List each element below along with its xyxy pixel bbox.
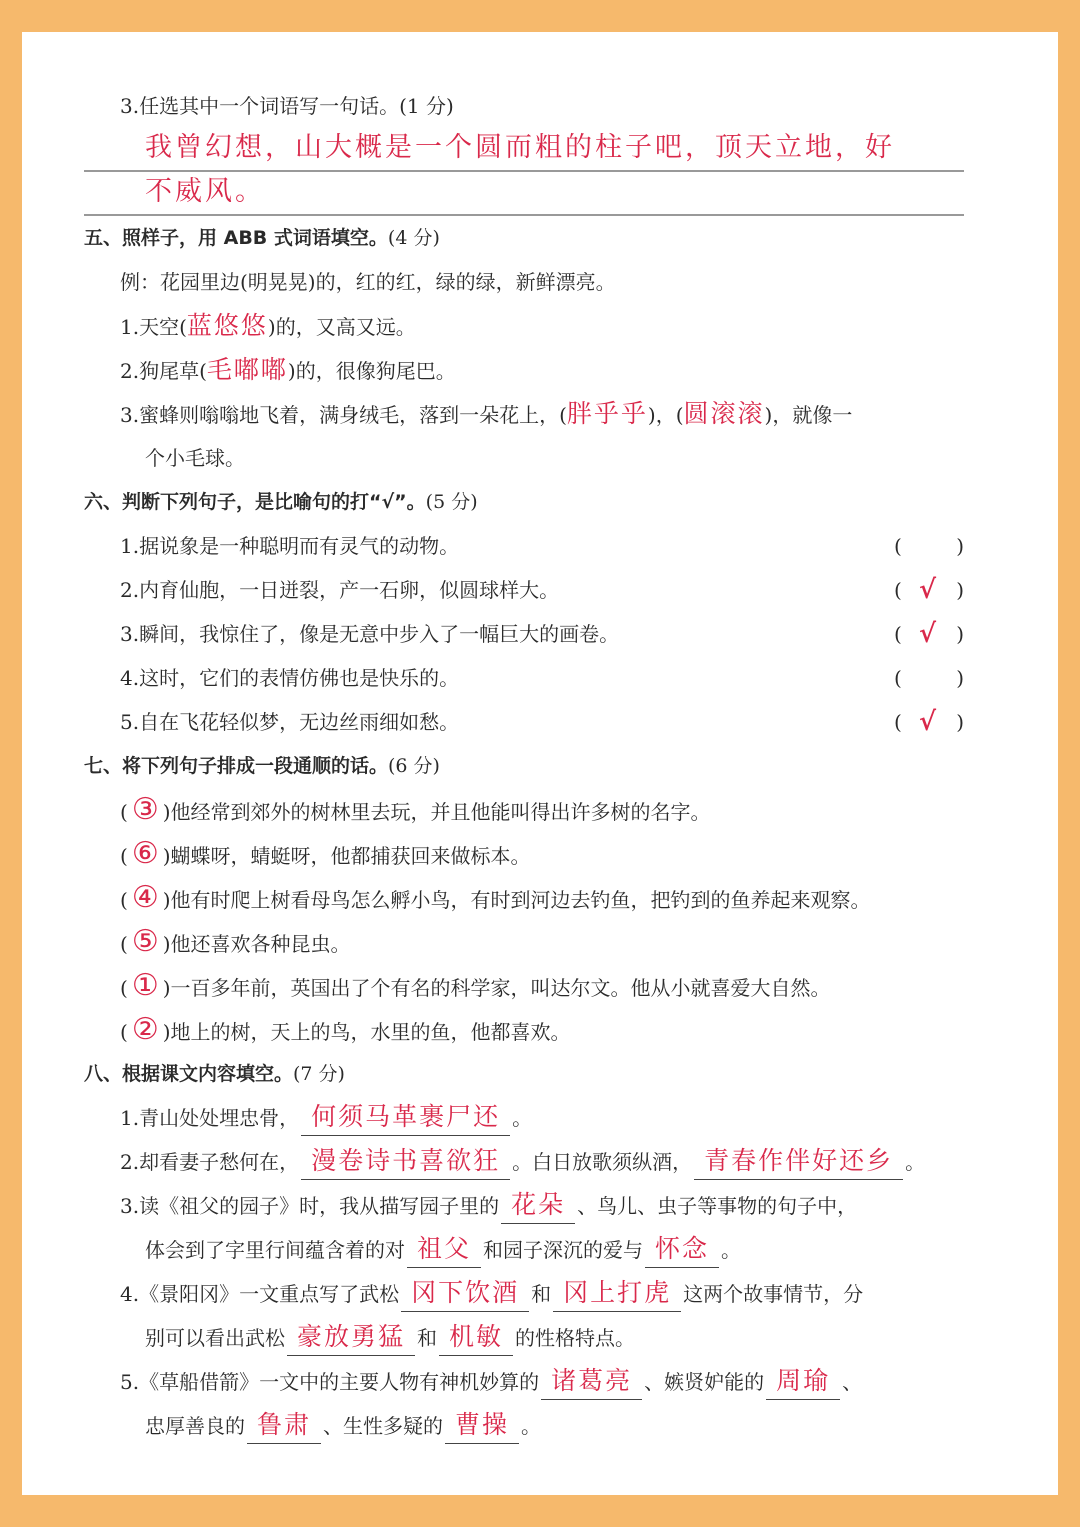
order-text: 地上的树，天上的鸟，水里的鱼，他都喜欢。 [170,1020,571,1044]
judge-item [84,524,984,568]
handwritten-answer: 怀念 [655,1234,710,1263]
order-text: 他有时爬上树看母鸟怎么孵小鸟，有时到河边去钓鱼，把钓到的鱼养起来观察。 [170,888,871,912]
question-text: 的性格特点。 [515,1326,636,1350]
order-text: 他经常到郊外的树林里去玩，并且他能叫得出许多树的名字。 [170,800,711,824]
order-number: ⑤ [131,924,159,959]
fill-blank [301,1144,510,1180]
question-text: 。 [512,1106,533,1130]
section-points: (6 分) [388,755,440,777]
question-text: 和园子深沉的爱与 [483,1238,644,1262]
paren-left: ( [120,932,128,956]
question-text: 和 [417,1326,438,1350]
question-text: 。 [521,1414,542,1438]
question-text: )的，又高又远。 [267,315,416,339]
fill-blank [301,1100,510,1136]
fill-blank [766,1364,840,1400]
question-text: 3.读《祖父的园子》时，我从描写园子里的 [120,1194,500,1218]
handwritten-answer: 冈下饮酒 [411,1278,520,1307]
judge-text: 5.自在飞花轻似梦，无边丝雨细如愁。 [120,710,460,734]
paren-left: ( [894,622,902,646]
order-text: 一百多年前，英国出了个有名的科学家，叫达尔文。他从小就喜爱大自然。 [170,976,831,1000]
question-text: 5.《草船借箭》一文中的主要人物有神机妙算的 [120,1370,540,1394]
handwritten-answer: 不威风。 [145,176,265,207]
question-line [84,260,984,304]
judge-text: 1.据说象是一种聪明而有灵气的动物。 [120,534,460,558]
section-points: (4 分) [387,227,440,249]
question-line [84,1316,984,1360]
question-text: 3.蜜蜂则嗡嗡地飞着，满身绒毛，落到一朵花上，( [120,403,567,427]
question-text: 、鸟儿、虫子等事物的句子中， [577,1194,858,1218]
question-line [84,1360,984,1404]
fill-blank [553,1276,681,1312]
judge-text: 4.这时，它们的表情仿佛也是快乐的。 [120,666,460,690]
section-title: 六、判断下列句子，是比喻句的打“√”。 [84,491,426,513]
paren-left: ( [894,710,902,734]
paren-right: ) [956,578,964,602]
question-text: )，( [647,403,684,427]
worksheet-page [22,32,1058,1495]
judge-item [84,612,984,656]
paren-left: ( [894,578,902,602]
order-item [84,876,984,920]
question-line [84,1184,984,1228]
question-text: 、生性多疑的 [323,1414,444,1438]
question-line [84,84,984,128]
judge-item [84,656,984,700]
question-text: 2.狗尾草( [120,359,207,383]
handwritten-answer: 机敏 [449,1322,504,1351]
worksheet-content [84,84,984,1448]
order-text: 他还喜欢各种昆虫。 [170,932,351,956]
judge-item [84,700,984,744]
paren-left: ( [120,1020,128,1044]
question-text: 2.却看妻子愁何在， [120,1150,300,1174]
paren-left: ( [894,666,902,690]
question-text: 例：花园里边(明晃晃)的，红的红，绿的绿，新鲜漂亮。 [120,270,616,294]
paren-left: ( [120,844,128,868]
fill-blank [401,1276,529,1312]
handwritten-answer: 花朵 [511,1190,566,1219]
paren-right: ) [162,1020,171,1044]
order-number: ⑥ [131,836,159,871]
paren-right: ) [162,932,171,956]
question-text: )，就像一 [764,403,853,427]
paren-left: ( [120,888,128,912]
section-title: 五、照样子，用 ABB 式词语填空。 [84,227,388,249]
handwritten-answer: 何须马革裹尸还 [311,1102,501,1131]
order-item [84,964,984,1008]
question-text: 3.任选其中一个词语写一句话。(1 分) [120,94,454,118]
handwritten-answer: 圆滚滚 [683,399,765,428]
section-heading [84,216,984,260]
question-line [84,1228,984,1272]
check-mark: √ [919,619,937,649]
question-text: 忠厚善良的 [145,1414,245,1438]
fill-blank [247,1408,321,1444]
handwritten-answer: 曹操 [455,1410,510,1439]
judge-text: 2.内育仙胞，一日迸裂，产一石卵，似圆球样大。 [120,578,560,602]
paren-right: ) [956,710,964,734]
question-text: )的，很像狗尾巴。 [287,359,456,383]
question-line [84,1272,984,1316]
paren-right: ) [162,844,171,868]
section-points: (5 分) [425,491,478,513]
question-text: 。 [905,1150,926,1174]
paren-left: ( [120,976,128,1000]
paren-left: ( [894,534,902,558]
order-number: ① [131,968,159,1003]
section-points: (7 分) [293,1063,345,1085]
question-text: 。 [721,1238,742,1262]
order-item [84,832,984,876]
question-text: 个小毛球。 [145,446,245,470]
paren-left: ( [120,800,128,824]
fill-blank [694,1144,903,1180]
question-text: 和 [531,1282,552,1306]
fill-blank [501,1188,575,1224]
order-item [84,1008,984,1052]
handwritten-answer: 鲁肃 [257,1410,312,1439]
question-line [84,348,984,392]
judge-item [84,568,984,612]
question-line [84,436,984,480]
order-number: ③ [131,792,159,827]
question-line [84,1404,984,1448]
fill-blank [287,1320,415,1356]
handwritten-answer: 周瑜 [776,1366,831,1395]
question-line [84,304,984,348]
order-item [84,920,984,964]
judge-text: 3.瞬间，我惊住了，像是无意中步入了一幅巨大的画卷。 [120,622,620,646]
question-text: 别可以看出武松 [145,1326,285,1350]
question-text: 1.天空( [120,315,187,339]
question-text: 4.《景阳冈》一文重点写了武松 [120,1282,400,1306]
paren-right: ) [956,534,964,558]
section-heading [84,744,984,788]
handwritten-answer: 祖父 [417,1234,472,1263]
check-mark: √ [919,575,937,605]
question-text: 这两个故事情节，分 [683,1282,864,1306]
paren-right: ) [162,800,171,824]
question-text: 、 [842,1370,863,1394]
handwritten-answer: 豪放勇猛 [297,1322,406,1351]
question-text: 。白日放歌须纵酒， [512,1150,693,1174]
paren-right: ) [162,888,171,912]
question-line [84,1096,984,1140]
handwritten-answer: 漫卷诗书喜欲狂 [311,1146,501,1175]
answer-sentence-line [84,172,964,216]
question-text: 体会到了字里行间蕴含着的对 [145,1238,405,1262]
section-heading [84,1052,984,1096]
fill-blank [541,1364,642,1400]
paren-right: ) [956,666,964,690]
order-number: ④ [131,880,159,915]
handwritten-answer: 胖乎乎 [566,399,648,428]
handwritten-answer: 毛嘟嘟 [206,355,288,384]
fill-blank [445,1408,519,1444]
question-line [84,1140,984,1184]
handwritten-answer: 我曾幻想，山大概是一个圆而粗的柱子吧，顶天立地，好 [145,132,895,163]
fill-blank [645,1232,719,1268]
handwritten-answer: 诸葛亮 [551,1366,633,1395]
question-text: 、嫉贤妒能的 [644,1370,765,1394]
section-title: 八、根据课文内容填空。 [84,1063,294,1085]
order-number: ② [131,1012,159,1047]
question-text: 1.青山处处埋忠骨， [120,1106,300,1130]
section-title: 七、将下列句子排成一段通顺的话。 [84,755,389,777]
question-line [84,392,984,436]
answer-sentence-line [84,128,964,172]
order-text: 蝴蝶呀，蜻蜓呀，他都捕获回来做标本。 [170,844,531,868]
check-mark: √ [919,707,937,737]
fill-blank [439,1320,513,1356]
section-heading [84,480,984,524]
handwritten-answer: 青春作伴好还乡 [704,1146,894,1175]
order-item [84,788,984,832]
paren-right: ) [162,976,171,1000]
handwritten-answer: 冈上打虎 [563,1278,672,1307]
fill-blank [407,1232,481,1268]
handwritten-answer: 蓝悠悠 [186,311,268,340]
paren-right: ) [956,622,964,646]
